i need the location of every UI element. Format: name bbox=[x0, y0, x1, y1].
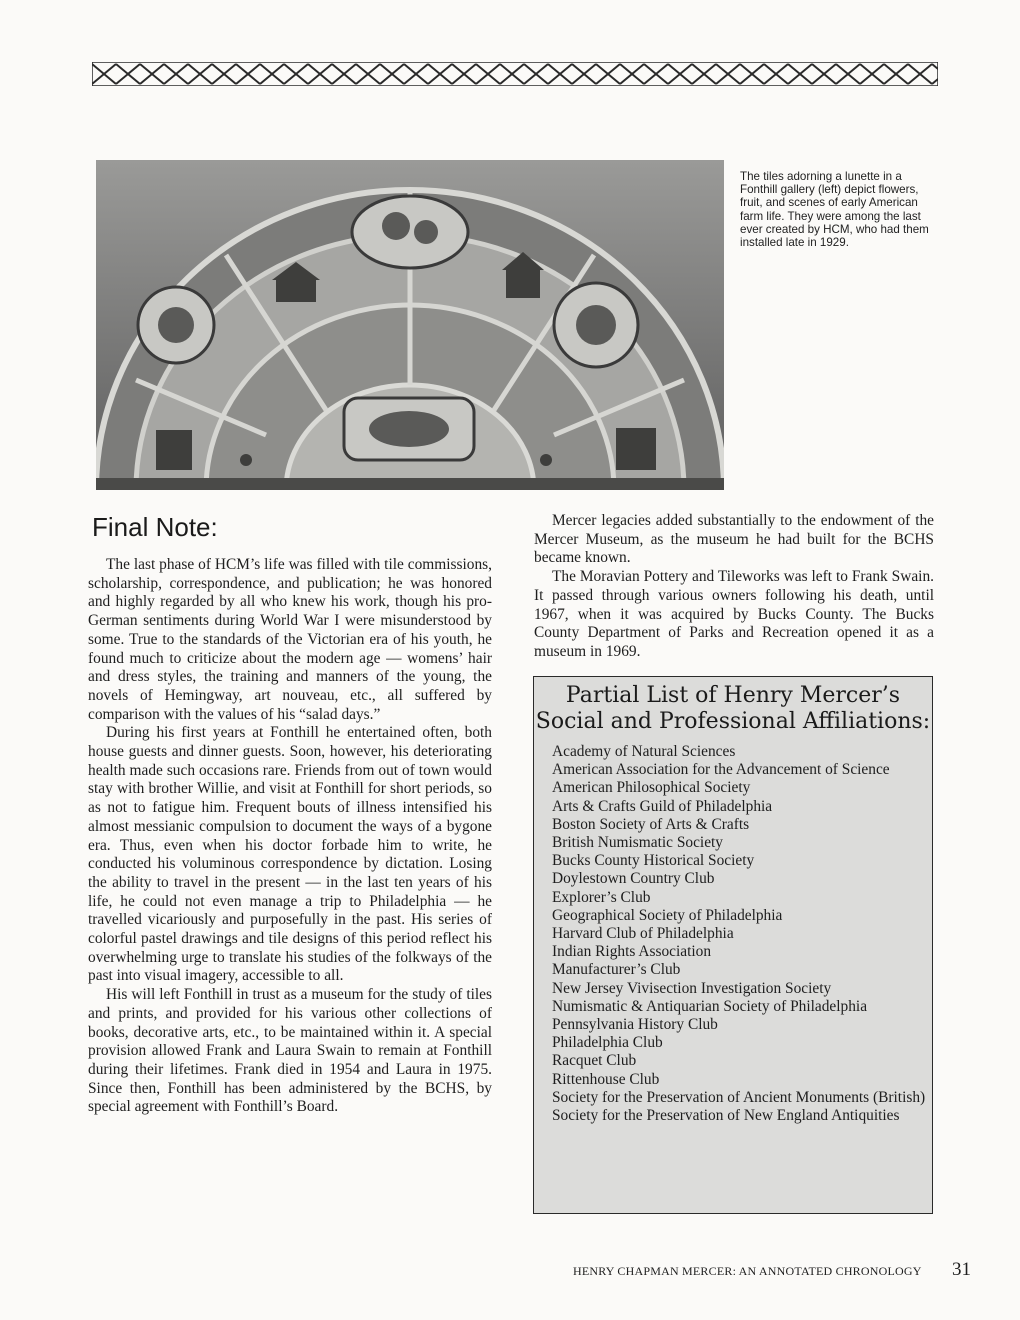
list-item: Geographical Society of Philadelphia bbox=[552, 906, 783, 924]
list-item: Racquet Club bbox=[552, 1052, 637, 1070]
list-item: Doylestown Country Club bbox=[552, 870, 715, 888]
list-item: Society for the Preservation of Ancient Monuments (British) bbox=[552, 1088, 926, 1106]
list-item: Manufacturer’s Club bbox=[552, 961, 681, 979]
paragraph: The last phase of HCM’s life was filled with tile commissions, scholarship, correspondence, and publication; he was honored and highly regarded by all who knew his work, though his pro-German sentiments during World War I were misunderstood by some. True to the standards of the Victorian era of his youth, he found much to criticize about the modern age — womens’ hair and dress styles, the training and manners of the young, the novels of Hemingway, art nouveau, etc., all suffered by comparison with the values of his “salad days.” bbox=[88, 556, 492, 723]
sidebar-title-line: Social and Professional Affiliations: bbox=[535, 709, 931, 734]
list-item: Boston Society of Arts & Crafts bbox=[552, 815, 750, 833]
list-item: Explorer’s Club bbox=[552, 888, 651, 906]
list-item: Pennsylvania History Club bbox=[552, 1016, 718, 1034]
photo-caption: The tiles adorning a lunette in a Fonthill gallery (left) depict flowers, fruit, and scenes of early American farm life. They were among the last ever created by HCM, who had them installed late in 1929. bbox=[740, 170, 929, 250]
list-item: American Philosophical Society bbox=[552, 779, 751, 797]
sidebar-title bbox=[534, 683, 932, 735]
list-item: Philadelphia Club bbox=[552, 1034, 663, 1052]
list-item: Indian Rights Association bbox=[552, 943, 712, 961]
list-item: Society for the Preservation of New England Antiquities bbox=[552, 1107, 900, 1125]
page-number: 31 bbox=[952, 1259, 971, 1280]
list-item: American Association for the Advancement of Science bbox=[552, 761, 890, 779]
affiliations-sidebar bbox=[533, 676, 933, 1214]
list-item: New Jersey Vivisection Investigation Society bbox=[552, 979, 832, 997]
list-item: Arts & Crafts Guild of Philadelphia bbox=[552, 797, 773, 815]
paragraph: His will left Fonthill in trust as a museum for the study of tiles and prints, and provided for his various other collections of books, decorative arts, etc., to be maintained within it. A special provision allowed Frank and Laura Swain to remain at Fonthill during their lifetimes. Frank died in 1954 and Laura in 1975. Since then, Fonthill has been administered by the BCHS, by special agreement with Fonthill’s Board. bbox=[88, 986, 492, 1116]
decorative-border bbox=[92, 62, 938, 86]
paragraph: During his first years at Fonthill he entertained often, both house guests and dinner guests. Soon, however, his deteriorating health made such occasions rare. Friends from out of town would stay with brother Willie, and visit at Fonthill for short periods, so as not to fatigue him. Frequent bouts of illness intensified his almost messianic compulsion to document the ways of a bygone era. Thus, even when his doctor forbade him to write, he conducted his voluminous correspondence by dictation. Losing the ability to travel in the present — in the last ten years of his life, he could not even manage a trip to Philadelphia — he travelled vicariously and purposefully in the past. His series of colorful pastel drawings and tile designs of this period reflect his overwhelming urge to translate his studies of the folkways of the past into visual imagery, accessible to all. bbox=[88, 724, 492, 985]
paragraph: Mercer legacies added substantially to the endowment of the Mercer Museum, as the museum he had built for the BCHS became known. bbox=[534, 512, 934, 567]
list-item: Academy of Natural Sciences bbox=[552, 743, 736, 760]
running-footer: HENRY CHAPMAN MERCER: AN ANNOTATED CHRONOLOGY bbox=[573, 1264, 922, 1278]
list-item: British Numismatic Society bbox=[552, 834, 723, 852]
list-item: Numismatic & Antiquarian Society of Philadelphia bbox=[552, 997, 868, 1015]
section-heading: Final Note: bbox=[92, 512, 218, 542]
left-column bbox=[88, 556, 492, 1117]
list-item: Harvard Club of Philadelphia bbox=[552, 925, 734, 943]
affiliations-list bbox=[552, 743, 932, 1125]
paragraph: The Moravian Pottery and Tileworks was left to Frank Swain. It passed through various owners following his death, until 1967, when it was acquired by Bucks County. The Bucks County Department of Parks and Recreation opened it as a museum in 1969. bbox=[534, 568, 934, 660]
list-item: Rittenhouse Club bbox=[552, 1070, 660, 1088]
sidebar-title-line: Partial List of Henry Mercer’s bbox=[565, 683, 901, 708]
right-column bbox=[534, 512, 934, 662]
list-item: Bucks County Historical Society bbox=[552, 852, 755, 870]
lunette-tile-photo bbox=[96, 160, 724, 490]
